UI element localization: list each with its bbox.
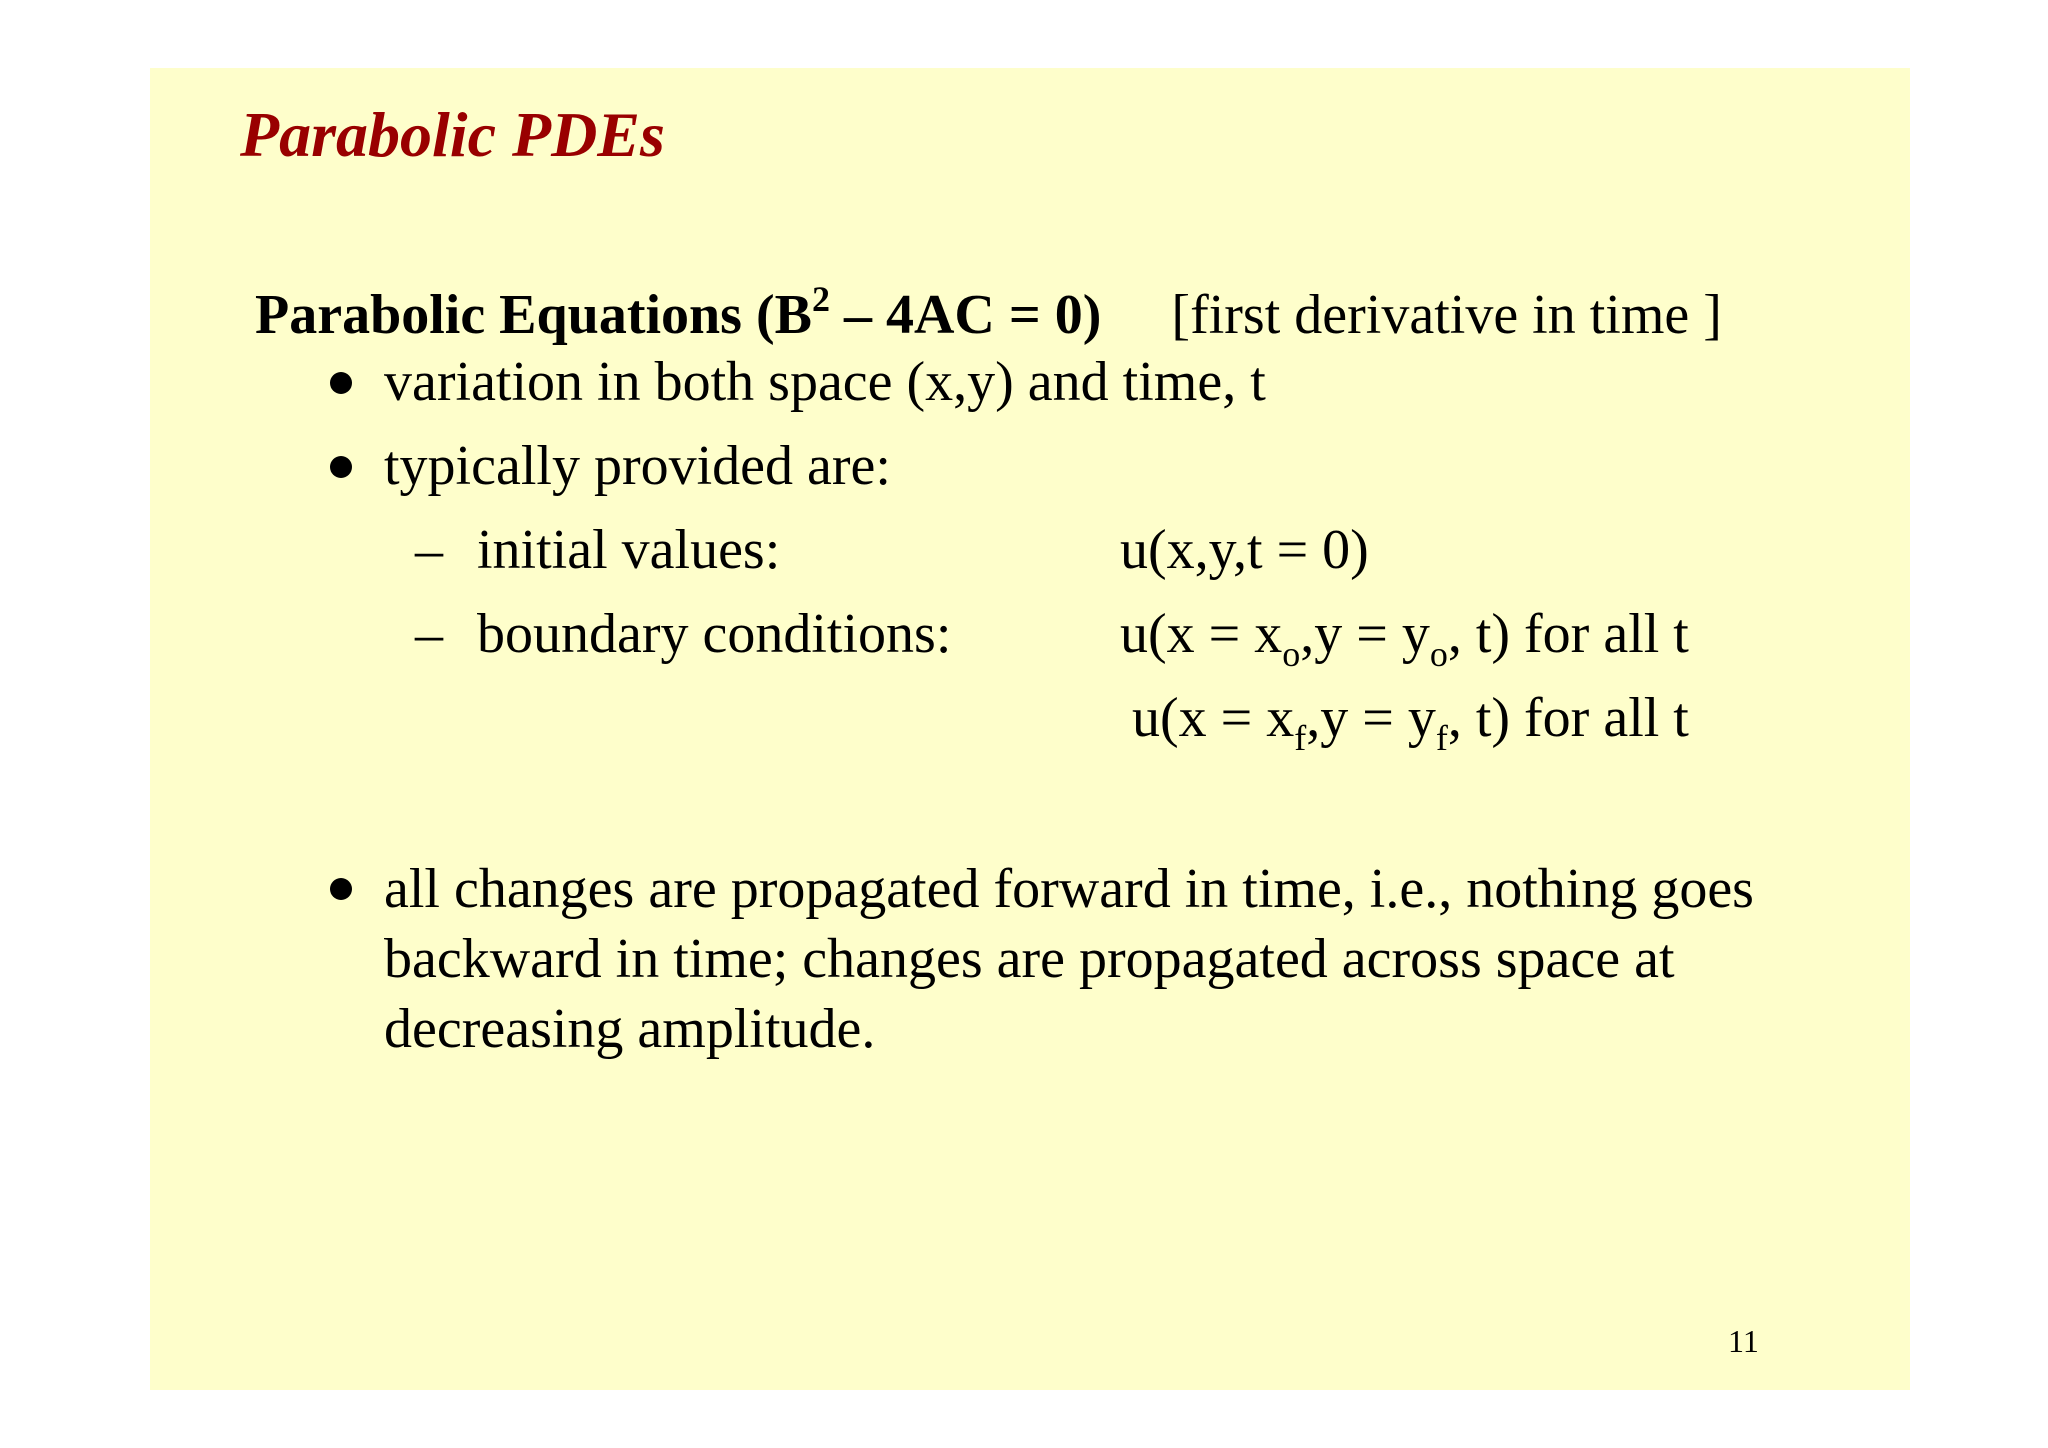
bullet-text: typically provided are: [384,435,891,497]
expr-part: ,y = y [1306,687,1436,749]
sub-item-dash: – [415,519,443,581]
expr-subscript: f [1294,718,1307,758]
expr-part: , t) for all t [1447,687,1689,749]
heading-prefix: Parabolic Equations (B [255,284,812,346]
bullet-text: variation in both space (x,y) and time, t [384,351,1266,413]
page-number: 11 [1728,1323,1759,1359]
expr-part: , t) for all t [1447,603,1689,665]
boundary-expression-final [1132,686,1689,758]
expr-subscript: o [1429,634,1448,674]
bullet-dot-icon [330,372,352,394]
bullet-dot-icon [330,878,352,900]
equation-heading [255,279,1722,347]
sub-item-label: initial values: [477,519,781,581]
expr-subscript: o [1282,634,1301,674]
expr-part: u(x = x [1120,603,1283,665]
heading-suffix: – 4AC = 0) [829,284,1102,346]
expr-subscript: f [1435,718,1448,758]
expr-part: ,y = y [1300,603,1430,665]
initial-values-expression: u(x,y,t = 0) [1120,519,1369,581]
slide-title: Parabolic PDEs [240,99,665,170]
slide [150,68,1910,1390]
bullet-dot-icon [330,456,352,478]
bullet-text: all changes are propagated forward in time, i.e., nothing goes backward in time; changes are propagated across space at decreasing amplitude. [384,858,1754,1060]
heading-bold [255,279,1102,346]
heading-superscript: 2 [811,279,830,319]
heading-note: [first derivative in time ] [1171,284,1722,346]
boundary-expression-origin [1120,602,1689,674]
sub-item-label: boundary conditions: [477,603,952,665]
sub-item-dash: – [415,603,443,665]
expr-part: u(x = x [1132,687,1295,749]
